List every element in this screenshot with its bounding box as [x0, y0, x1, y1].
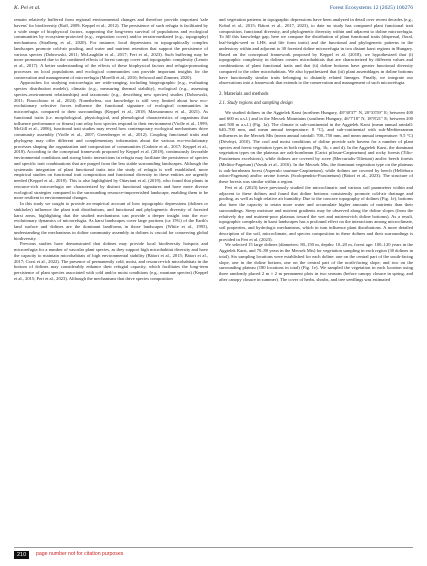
running-header	[14, 5, 413, 13]
paragraph: remain relatively buffered from regional environmental changes and therefore provide important 'safe havens' for biodiversity (Raff, 2009; Keppel et al., 2012). The persistence of such refugia is facilitated by a wide range of biophysical factors, supporting the long-term survival of populations and ecological communities by ecosystem-protected (e.g., vegetation cover) and/or terrain-mediated (e.g., topography) mechanisms (Stralberg et al., 2020). For instance, local depressions in topographically complex landscapes promote cold-air pooling, and water and nutrient retention that support the persistence of various species (Dobrowski, 2011; McLaughlin et al., 2017; Feri et al., 2023). Such buffering may be more pronounced due to the combined effects of forest canopy cover and topographic complexity (Lenoir et al., 2017). A better understanding of the effects of these biophysical factors and refugia-promoting processes on local populations and ecological communities can provide important insights for the conservation and management of microrefugia (Morelli et al., 2016; Selwood and Zimmer, 2020).	[14, 17, 208, 80]
paragraph: In this study we sought to provide an empirical account of how topographic depressions (dolines or sinkholes) influence the plant trait distributions, and functional and phylogenetic diversity of forested karst areas, highlighting that the studied mechanisms can provide a deeper insight into the eco-evolutionary dynamics of microrefugia. As karst landscapes cover large portions (ca 15%) of the Earth's land surface and dolines are the dominant landforms in those landscapes (White et al., 1995), understanding the mechanisms in doline community assembly in dolines is crucial for conserving global biodiversity.	[14, 201, 208, 241]
paragraph: Previous studies have demonstrated that dolines may provide local biodiversity hotspots and microrefugia for a number of vascular plant species, as they support high microhabitat diversity and have the capacity to maintain microhabitats of high environmental stability (Bátori et al., 2015; Bátori et al., 2017; Corsi et al., 2022). The presence of permanently cold, moist, and resource-rich microhabitats in the bottom of dolines may considerably enhance their refugial capacity, which facilitates the long-term persistence of plant species associated with cold and/or moist conditions (e.g., montane species) (Keppel et al., 2015; Feri et al., 2023). Although the mechanisms that drive species composition	[14, 241, 208, 281]
section-heading: 2. Materials and methods	[219, 92, 269, 97]
paragraph: Feri et al. (2023) have previously studied the microclimatic and various soil parameters within and adjacent to these dolines and found that doline bottoms consistently promote cold-air drainage and pooling, as well as high relative air humidity. Due to the concave topography of dolines (Fig. 1e), bottoms also have the capacity to retain more water and accumulate higher amounts of nutrients than their surroundings. Steep moisture and nutrient gradients may be observed along the doline slopes (from the relatively dry and nutrient-poor plateaus toward the wet and nutrient-rich doline bottoms). As a result, topographic complexity in karst landscapes has a profound effect on the interactions among microclimate, soil properties, and hydrologic mechanisms, which in turn influence plant distributions. A more detailed description of the soil, microclimate, and species composition in these dolines and their surroundings is provided in Feri et al. (2023).	[219, 184, 413, 242]
page-number: 210	[14, 551, 29, 559]
page-footer	[14, 547, 413, 560]
subsection-heading: 2.1. Study regions and sampling design	[219, 101, 293, 106]
left-column	[14, 17, 208, 282]
paragraph: We selected 15 large dolines (diameters: 80–150 m, depths: 10–20 m, forest age: 100–120 years in the Aggtelek Karst, and 70–80 years in the Mecsek Mts) for vegetation sampling in each region (30 dolines in total). Six sampling locations were established for each doline: one on the central part of the south-facing slope, one in the doline bottom, one on the central part of the north-facing slope, and two on the surrounding plateau (180 locations in total) (Fig. 1e). We sampled the vegetation in each location using three randomly placed 2 m × 2 m permanent plots in two seasons (before canopy closure in spring, and after canopy closure in summer). The cover of herbs, shrubs, and tree seedlings was estimated	[219, 242, 413, 282]
footer-note: page number not for citation purposes	[36, 551, 124, 557]
paragraph: and vegetation patterns in topographic depressions have been analyzed in detail over recent decades (e.g., Kobal et al., 2015; Bátori et al., 2017, 2023), to date no study has compared plant functional trait composition, functional diversity, and phylogenetic diversity within and adjacent to doline microrefugia. To fill this knowledge gap, here we compare the distribution of plant functional traits (dispersal, floral, leaf-height-seed or LHS, and life form traits) and the functional and phylogenetic patterns in the understory within and adjacent to 30 forested doline microrefugia in two distant karst regions in Hungary. Based on the conceptual framework proposed by Keppel et al. (2018), we hypothesized that (i) topographic complexity in dolines creates microhabitats that are characterized by different values and combinations of plant functional traits and that (ii) doline bottoms have greater functional diversity compared to the other microhabitats. We also hypothesized that (iii) plant assemblages in doline bottoms have functionally similar traits belonging to distantly related lineages. Finally, we integrate our observations into a framework that extends to the conservation and management of such microrefugia.	[219, 17, 413, 86]
right-column	[219, 17, 413, 283]
header-authors: K. Pei et al.	[14, 5, 41, 11]
header-journal: Forest Ecosystems 12 (2025) 100276	[329, 5, 413, 11]
paragraph: We studied dolines in the Aggtelek Karst (northern Hungary, 48°30'37" N, 20°33'59" E; between 400 and 600 m a.s.l.) and in the Mecsek Mountains (southern Hungary, 46°7'18" N, 18°8'21" E; between 200 and 500 m a.s.l.) (Fig. 1a). The climate is sub-continental in the Aggtelek Karst (mean annual rainfall: 640–700 mm, and mean annual temperature: 8 °C), and sub-continental with sub-Mediterranean influences in the Mecsek Mts (mean annual rainfall: 700–750 mm, and mean annual temperature: 9.5 °C) (Dövényi, 2010). The cool and moist conditions of doline provide safe havens for a number of plant species and forest vegetation types in both regions (Fig. 1b, c and d). In the Aggtelek Karst, the dominant vegetation types on the plateaus are oak-hornbeam (Carici pilosae-Carpinetum) and rocky forests (Tilio-Fraxinetum excelsioris), while dolines are covered by scree (Mercurialis-Tilietum) and/or beech forests (Melitto-Fagetum) (Varsik et al., 2016). In the Mecsek Mts, the dominant vegetation type on the plateaus is oak-hornbeam forest (Asperulo taurinae-Carpinetum), while dolines are covered by beech (Helleboro odoro-Fagetum) and/or ravine forests (Scolopendrio-Fraxinetum) (Bátori et al., 2023). The structure of these forests was similar within a region.	[219, 110, 413, 184]
paragraph: Approaches for studying microrefugia are wide-ranging, including biogeographic (e.g., evaluating species distribution models), climatic (e.g., measuring thermal stability), ecological (e.g., assessing species–environment relationships) and taxonomic (e.g., describing new species) studies (Dobrowski, 2011; Finocchiaro et al., 2024). Nonetheless, our knowledge is still very limited about how eco-evolutionary selective forces influence the functional signature of ecological communities in microrefugia, compared to their surroundings (Keppel et al., 2018; Marsoumnou et al., 2021). As functional traits (i.e. morphological, physiological, and phenological characteristics of organisms that influence performance or fitness) can relay how species respond to their environment (Violle et al., 1999; McGill et al., 2006), functional trait studies may reveal how contemporary ecological mechanisms drive community assembly (Violle et al., 2007; Greenberger et al., 2012). Coupling functional traits and phylogeny may offer different and complementary information about the various eco-evolutionary processes shaping the organization and composition of communities (Cadotte et al., 2017; Keppel et al., 2018). According to the conceptual framework proposed by Keppel et al. (2018), continuously favorable environmental conditions and strong biotic interactions in refugia may facilitate the persistence of species and specific trait combinations that are purged from the less stable surrounding landscapes. Although the systematic integration of plant functional traits into the study of refugia is well established, more empirical studies on functional trait composition and functional diversity in these entities are urgently needed (Keppel et al., 2018). This is also highlighted by Ottaviani et al. (2019), who found that plants in resource-rich microrefugia are characterized by distinct functional signatures and have more diverse ecological strategies compared to the surrounding resource-impoverished landscape, enabling them to be more resilient to environmental changes.	[14, 80, 208, 201]
